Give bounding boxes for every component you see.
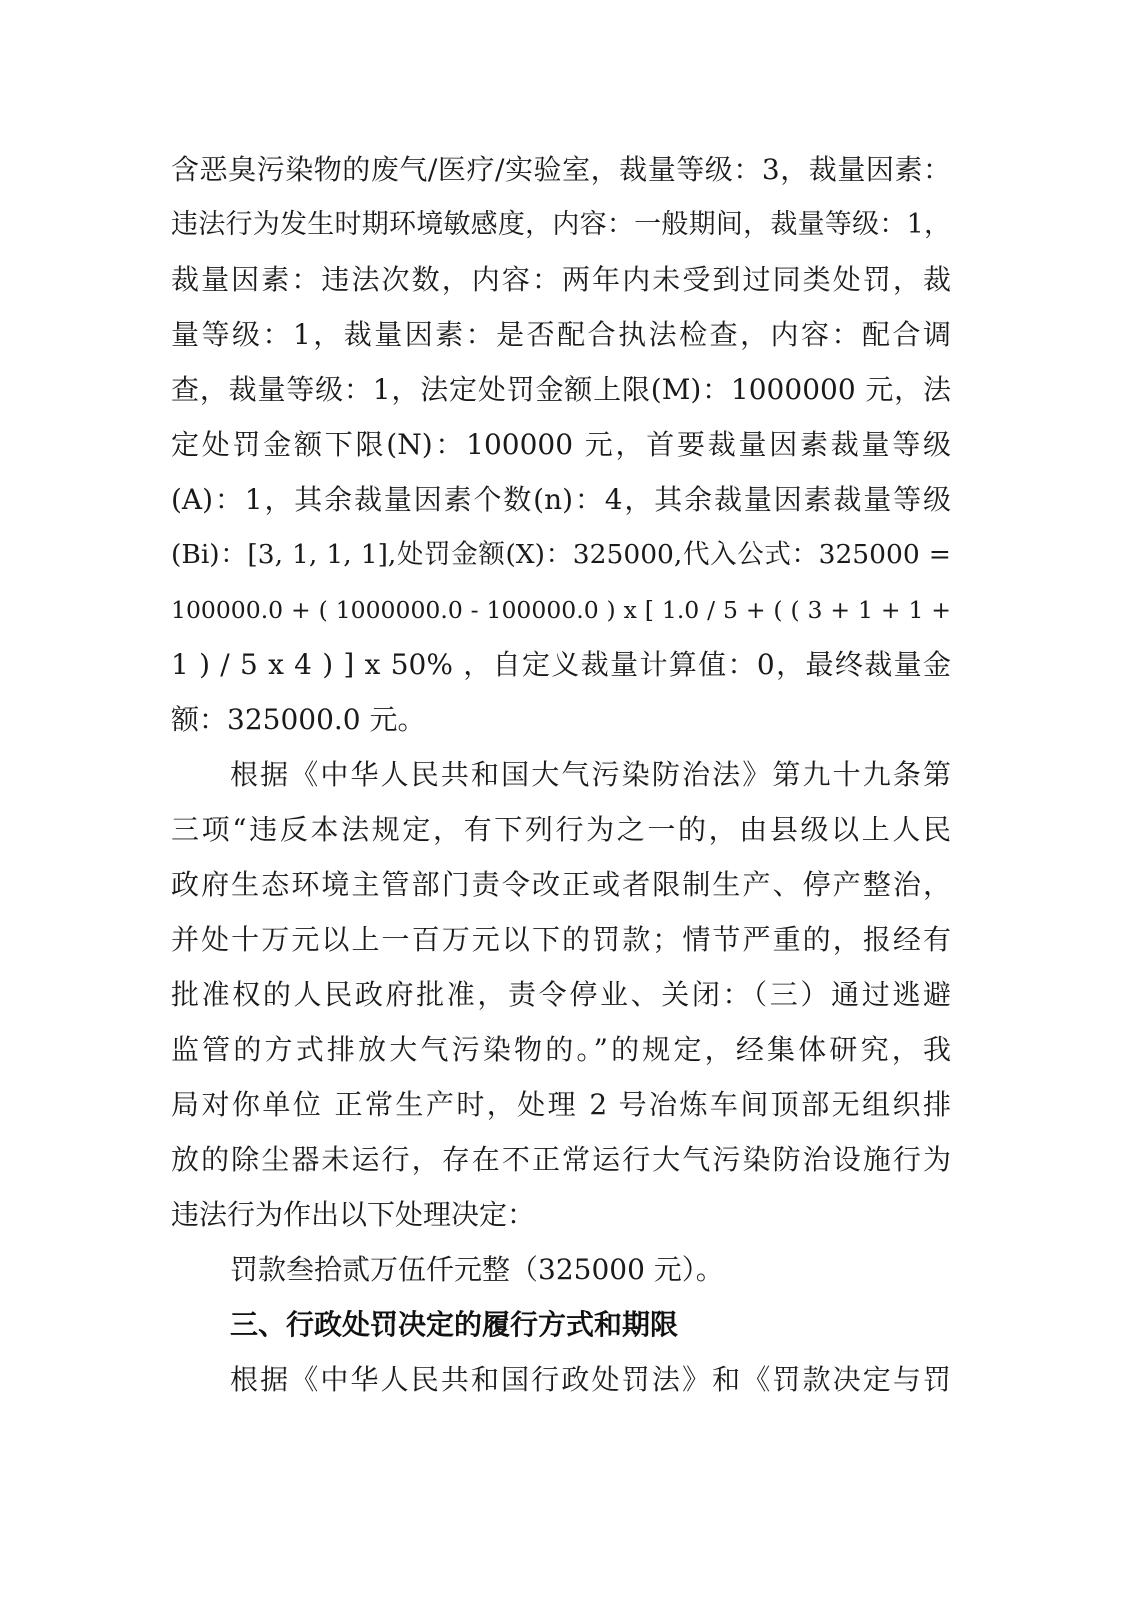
paragraph-2-line: 监管的方式排放大气污染物的。”的规定，经集体研究，我	[171, 1033, 951, 1066]
paragraph-1-line: 1 ) / 5 x 4 ) ] x 50% ，自定义裁量计算值：0，最终裁量金	[171, 648, 951, 681]
paragraph-1-line: 查，裁量等级：1，法定处罚金额上限(M)：1000000 元，法	[171, 373, 951, 406]
paragraph-1-line: 额：325000.0 元。	[171, 703, 426, 736]
paragraph-2-line: 放的除尘器未运行，存在不正常运行大气污染防治设施行为	[171, 1143, 951, 1176]
paragraph-1-line: 定处罚金额下限(N)：100000 元，首要裁量因素裁量等级	[171, 428, 951, 461]
paragraph-2-line: 并处十万元以上一百万元以下的罚款；情节严重的，报经有	[171, 923, 951, 956]
paragraph-1-line: 100000.0 + ( 1000000.0 - 100000.0 ) x [ 1.0 / 5 + ( ( 3 + 1 + 1 +	[171, 596, 951, 624]
paragraph-2-line: 局对你单位 正常生产时，处理 2 号冶炼车间顶部无组织排	[171, 1088, 951, 1121]
section-heading: 三、行政处罚决定的履行方式和期限	[230, 1308, 679, 1341]
paragraph-2-line: 政府生态环境主管部门责令改正或者限制生产、停产整治，	[171, 868, 951, 901]
paragraph-2-line: 违法行为作出以下处理决定：	[171, 1198, 536, 1231]
penalty-amount: 罚款叁拾贰万伍仟元整（325000 元）。	[230, 1253, 724, 1286]
paragraph-3-line: 根据《中华人民共和国行政处罚法》和《罚款决定与罚	[230, 1363, 951, 1396]
paragraph-1-line: 含恶臭污染物的废气/医疗/实验室，裁量等级：3，裁量因素：	[171, 153, 951, 186]
paragraph-2-line: 三项“违反本法规定，有下列行为之一的，由县级以上人民	[171, 813, 951, 846]
paragraph-1-line: 量等级：1，裁量因素：是否配合执法检查，内容：配合调	[171, 318, 951, 351]
paragraph-1-line: 裁量因素：违法次数，内容：两年内未受到过同类处罚，裁	[171, 263, 951, 296]
paragraph-1-line: 违法行为发生时期环境敏感度，内容：一般期间，裁量等级：1，	[171, 209, 951, 240]
paragraph-1-line: (A)：1，其余裁量因素个数(n)：4，其余裁量因素裁量等级	[171, 483, 951, 516]
paragraph-2-line: 批准权的人民政府批准，责令停业、关闭：（三）通过逃避	[171, 978, 951, 1011]
paragraph-2-line: 根据《中华人民共和国大气污染防治法》第九十九条第	[230, 758, 951, 791]
paragraph-1-line: (Bi)：[3, 1, 1, 1],处罚金额(X)：325000,代入公式：325000 =	[171, 539, 951, 570]
